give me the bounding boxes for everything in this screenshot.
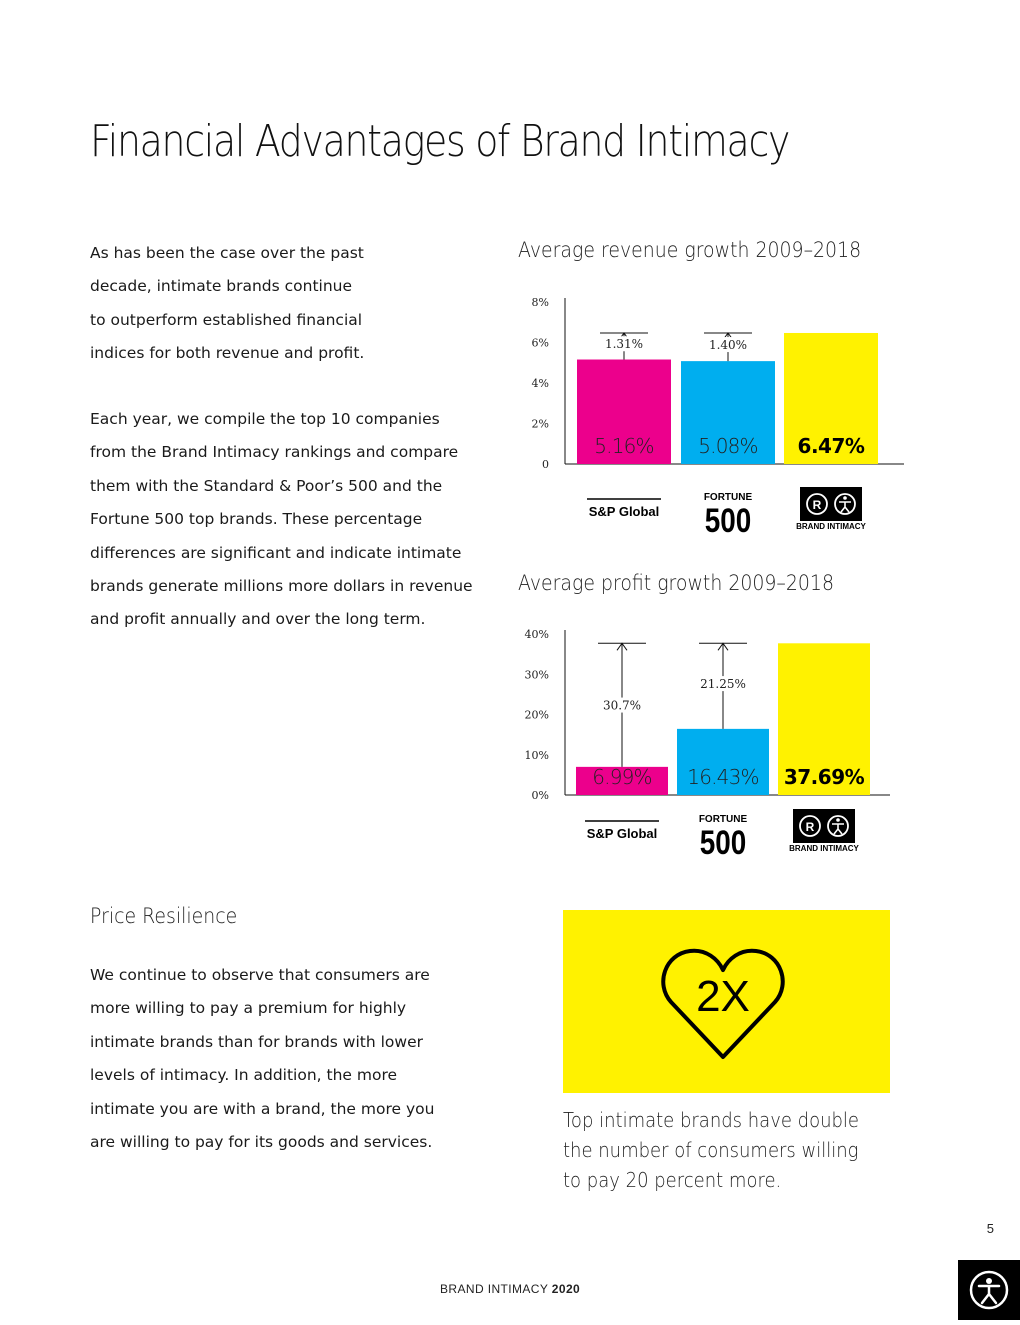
y-tick-label: 0	[542, 458, 549, 471]
registered-icon: R	[812, 498, 822, 512]
price-line: more willing to pay a premium for highly	[90, 999, 407, 1018]
difference-label: 21.25%	[700, 677, 746, 692]
sp-global-logo-text: S&P Global	[588, 504, 660, 519]
page-number: 5	[986, 1221, 994, 1236]
fortune-logo-top: FORTUNE	[698, 814, 748, 825]
brand-intimacy-logo-text: BRAND INTIMACY	[789, 844, 859, 853]
y-tick-label: 30%	[524, 668, 549, 682]
intro-line: and profit annually and over the long term.	[90, 610, 426, 629]
intro-line: to outperform established financial	[90, 310, 363, 329]
bar-value-label: 6.99%	[592, 765, 652, 789]
bar-value-label: 16.43%	[687, 765, 759, 789]
fortune-500-logo	[704, 492, 753, 535]
heart-icon	[563, 910, 890, 1093]
price-line: intimate you are with a brand, the more you	[90, 1099, 435, 1118]
difference-annotation	[699, 643, 747, 729]
stat-caption-line: the number of consumers willing	[563, 1138, 859, 1162]
y-tick-label: 0%	[531, 789, 549, 802]
footer-label: BRAND INTIMACY	[440, 1282, 549, 1296]
difference-label: 1.31%	[604, 337, 644, 352]
intro-line: Fortune 500 top brands. These percentage	[90, 510, 423, 529]
profit-growth-chart	[510, 617, 910, 867]
intro-line: decade, intimate brands continue	[90, 277, 353, 296]
brand-person-icon	[958, 1260, 1020, 1320]
price-line: We continue to observe that consumers are	[90, 966, 430, 984]
price-line: are willing to pay for its goods and services.	[90, 1133, 433, 1152]
bar-value-label: 37.69%	[783, 765, 865, 789]
y-tick-label: 6%	[531, 336, 549, 350]
sp-global-logo	[585, 821, 659, 841]
bar-value-label: 5.16%	[594, 434, 654, 458]
bar-value-label: 5.08%	[698, 434, 758, 458]
price-resilience-heading: Price Resilience	[90, 904, 238, 928]
intro-line: As has been the case over the past	[90, 244, 364, 262]
revenue-growth-chart	[510, 285, 910, 535]
fortune-500-logo	[699, 814, 748, 862]
price-line: levels of intimacy. In addition, the more	[90, 1066, 398, 1085]
page-title: Financial Advantages of Brand Intimacy	[90, 116, 790, 167]
price-resilience-paragraph	[90, 959, 434, 1159]
intro-line: indices for both revenue and profit.	[90, 344, 365, 363]
stat-caption	[563, 1105, 859, 1195]
difference-label: 30.7%	[602, 698, 642, 713]
intro-line: brands generate millions more dollars in revenue	[90, 577, 473, 596]
intro-paragraph-2	[90, 403, 473, 637]
intro-line: them with the Standard & Poor’s 500 and the	[90, 476, 443, 495]
difference-annotation	[600, 333, 648, 360]
footer-year: 2020	[551, 1282, 581, 1296]
y-tick-label: 10%	[524, 748, 549, 762]
y-tick-label: 4%	[531, 377, 549, 390]
difference-annotation	[598, 643, 646, 767]
fortune-logo-top: FORTUNE	[703, 492, 753, 503]
corner-badge	[958, 1260, 1020, 1320]
difference-annotation	[704, 333, 752, 361]
registered-icon: R	[805, 820, 815, 834]
fortune-logo-bottom: 500	[699, 823, 747, 862]
y-tick-label: 40%	[524, 628, 549, 641]
y-tick-label: 20%	[524, 708, 549, 722]
fortune-logo-bottom: 500	[704, 501, 752, 535]
y-tick-label: 2%	[531, 417, 549, 431]
brand-intimacy-logo-text: BRAND INTIMACY	[796, 522, 866, 531]
sp-global-logo-text: S&P Global	[586, 826, 658, 841]
stat-panel	[563, 910, 890, 1093]
profit-chart-title: Average profit growth 2009–2018	[518, 571, 834, 595]
intro-line: Each year, we compile the top 10 companies	[90, 410, 440, 428]
footer	[440, 1282, 580, 1296]
bar-value-label: 6.47%	[797, 434, 865, 458]
revenue-chart-title: Average revenue growth 2009–2018	[518, 238, 862, 262]
intro-line: differences are significant and indicate intimate	[90, 543, 462, 562]
intro-paragraph-1	[90, 237, 364, 371]
brand-intimacy-logo	[789, 809, 859, 853]
sp-global-logo	[587, 499, 661, 519]
stat-caption-line: Top intimate brands have double	[563, 1108, 860, 1132]
difference-label: 1.40%	[708, 338, 748, 353]
stat-caption-line: to pay 20 percent more.	[563, 1168, 782, 1192]
brand-intimacy-logo	[796, 487, 866, 531]
y-tick-label: 8%	[531, 296, 549, 309]
intro-line: from the Brand Intimacy rankings and compare	[90, 443, 459, 462]
price-line: intimate brands than for brands with lower	[90, 1032, 423, 1051]
stat-value: 2X	[696, 972, 750, 1021]
